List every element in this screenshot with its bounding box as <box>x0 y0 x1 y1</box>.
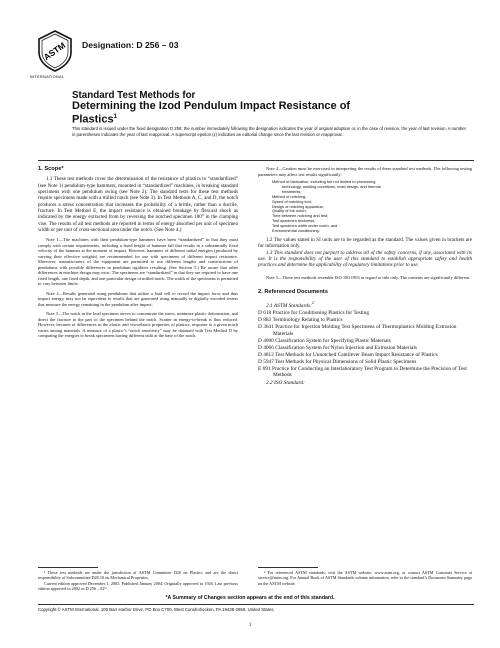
right-column <box>258 166 472 386</box>
footnote-1-jurisdiction: ¹ These test methods are under the jurisdiction of ASTM Committee D20 on Plastics and are the direct responsibility of Subcommittee D20.10 on Mechanical Properties. <box>38 570 238 581</box>
astm-standards-footnote-mark: 2 <box>311 300 314 305</box>
reference-title: Practice for Injection Molding Test Specimens of Thermoplastics Molding Extrusion Materials <box>273 324 457 337</box>
reference-item <box>258 317 472 324</box>
iso-standard-heading: 2.2 ISO Standard: <box>266 379 305 386</box>
title-line-3 <box>72 112 372 126</box>
left-column <box>38 166 238 339</box>
header-rule <box>38 160 474 161</box>
page-number: 1 <box>248 622 252 628</box>
astm-standards-heading <box>258 300 472 309</box>
scope-heading: 1. Scope* <box>38 166 64 172</box>
reference-code: D 883 <box>258 316 272 323</box>
note-4: Note 4—Caution must be exercised in interpreting the results of these standard test methods. The following testing parameters may affect test results significantly: <box>258 166 472 177</box>
param-item: treatments; <box>282 188 302 194</box>
reference-title: Test Methods for Unnotched Cantilever Beam Impact Resistance of Plastics <box>275 351 438 358</box>
param-item: Environmental conditioning. <box>272 228 320 234</box>
reference-title: Classification System for Specifying Plastic Materials <box>275 337 391 344</box>
footnote-1 <box>38 570 238 591</box>
reference-item <box>258 338 472 345</box>
param-item: Speed of notching tool; <box>272 198 312 204</box>
reference-item <box>258 345 472 352</box>
logo-caption: INTERNATIONAL <box>30 74 65 79</box>
reference-code: D 4000 <box>258 337 274 344</box>
paragraph-1-3: 1.3 This standard does not purport to address all of the safety concerns, if any, associated with its use. It is the responsibility of the user of this standard to establish appropriate safety and health practices and determine the applicability of regulatory limitations prior to use. <box>258 249 472 269</box>
summary-of-changes-note: *A Summary of Changes section appears at the end of this standard. <box>165 595 335 601</box>
references <box>258 300 472 387</box>
param-item: Test specimen width under notch, and <box>272 223 338 229</box>
note-2: Note 2—Results generated using pendulums that utilize a load cell to record the impact force and thus impact energy, may not be equivalent to results that are generated using manually or digitally encoded testers that measure the energy remaining in the pendulum after impact. <box>38 290 238 307</box>
param-item: Quality of the notch; <box>272 208 307 214</box>
left-footnote-rule <box>38 567 98 568</box>
footnote-2: ² For referenced ASTM standards, visit the ASTM website, www.astm.org, or contact ASTM Customer Service at service@astm.org. For Annual Book of ASTM Standards volume information, refer to the standard’s Document Summary page on the ASTM website. <box>258 570 472 586</box>
reference-item <box>258 310 472 317</box>
reference-title: Practice for Conditioning Plastics for Testing <box>272 309 370 316</box>
footnote-1-edition: Current edition approved December 1, 2003. Published January 2004. Originally approved in 1926. Last previous edition approved in 2002 as D 256 – 02ᵉ¹. <box>38 580 238 591</box>
reference-item <box>258 324 472 337</box>
astm-logo <box>38 30 72 72</box>
reference-item <box>258 366 472 379</box>
reference-title: Practice for Conducting an Interlaboratory Test Program to Determine the Precision of Test Methods <box>271 365 467 379</box>
reference-code: D 4812 <box>258 351 274 358</box>
title-line-1: Standard Test Methods for <box>72 90 196 101</box>
note-5: Note 5—These test methods resemble ISO 180:1993 in regard to title only. The contents are significantly different. <box>266 274 471 280</box>
standard-note: This standard is issued under the fixed designation D 256; the number immediately following the designation indicates the year of original adoption or, in the case of revision, the year of last revision. A number in parentheses indicates the year of last reapproval. A superscript epsilon (ε) indicates an editorial change since the last revision or reapproval. <box>72 126 467 137</box>
reference-code: D 3641 <box>258 324 274 330</box>
reference-code: D 5947 <box>258 358 274 365</box>
title-line-2: Determining the Izod Pendulum Impact Resistance of <box>72 100 351 112</box>
param-item: Method of notching; <box>272 193 307 199</box>
reference-code: D 4066 <box>258 344 274 351</box>
logo-text: ASTM <box>41 40 68 63</box>
reference-code: E 691 <box>258 365 271 372</box>
param-item: Test specimen thickness, <box>272 218 316 224</box>
document-title <box>72 90 372 126</box>
referenced-documents-heading: 2. Referenced Documents <box>258 289 328 296</box>
astm-standards-label: 2.1 ASTM Standards: <box>266 302 312 309</box>
footer-rule <box>38 604 474 605</box>
title-line-3-text: Plastics <box>72 113 114 126</box>
reference-code: D 618 <box>258 309 272 316</box>
paragraph-1-2: 1.2 The values stated in SI units are to be regarded as the standard. The values given in brackets are for information only. <box>258 236 472 250</box>
test-parameters-list <box>272 180 472 234</box>
note-1: Note 1—The machines with their pendulum-type hammers have been “standardized” in that they must comply with certain requirements, including a fixed height of hammer fall that results in a substantially fixed velocity of the hammer at the moment of impact. However, hammers of different initial energies (produced by varying their effective weights) are recommended for use with specimens of different impact resistance. Moreover, manufacturers of the equipment are permitted to use different lengths and constructions of pendulums with possible differences in pendulum rigidities resulting. (See Section 5.) Be aware that other differences in machine design may exist. The specimens are “standardized” in that they are required to have one fixed length, one fixed depth, and one particular design of milled notch. The width of the specimens is permitted to vary between limits. <box>38 237 238 287</box>
reference-title: Classification System for Nylon Injection and Extrusion Materials <box>275 344 417 351</box>
right-footnote-rule <box>258 567 318 568</box>
reference-item <box>258 359 472 366</box>
title-footnote-mark: 1 <box>113 114 117 120</box>
param-item: Design of notching apparatus; <box>272 203 324 209</box>
reference-title: Test Methods for Physical Dimensions of Solid Plastic Specimens <box>275 358 417 365</box>
note-3: Note 3—The notch in the Izod specimen serves to concentrate the stress, minimize plastic deformation, and direct the fracture to the part of the specimen behind the notch. Scatter in energy-to-break is thus reduced. However, because of differences in the elastic and viscoelastic properties of plastics, response to a given notch varies among materials. A measure of a plastic’s “notch sensitivity” may be obtained with Test Method D by comparing the energies to break specimens having different radii at the base of the notch. <box>38 311 238 339</box>
designation: Designation: D 256 – 03 <box>82 40 179 50</box>
param-item: technology, molding conditions, mold design, and thermal <box>282 183 381 189</box>
scope-paragraph-1-1: 1.1 These test methods cover the determination of the resistance of plastics to “standardized” (see Note 1) pendulum-type hammers, mounted in “standardized” machines, in breaking standard specimens with one pendulum swing (see Note 2). The standard tests for these test methods require specimens made with a milled notch (see Note 3). In Test Methods A, C, and D, the notch produces a stress concentration that increases the probability of a brittle, rather than a ductile, fracture. In Test Method E, the impact resistance is obtained breakage by flexural shock as indicated by the energy extracted from by reversing the notched specimen 180° in the clamping vise. The results of all test methods are reported in terms of energy absorbed per unit of specimen width or per unit of cross-sectional area under the notch. (See Note 4.) <box>38 176 238 234</box>
param-item: Method of fabrication, including but not limited to processing <box>272 179 376 184</box>
reference-title: Terminology Relating to Plastics <box>272 316 343 323</box>
copyright-line: Copyright © ASTM International, 100 Barr Harbor Drive, PO Box C700, West Conshohocken, PA 19428-2959, United States. <box>38 607 275 612</box>
param-item: Time between notching and test; <box>272 213 329 219</box>
reference-item <box>258 352 472 359</box>
